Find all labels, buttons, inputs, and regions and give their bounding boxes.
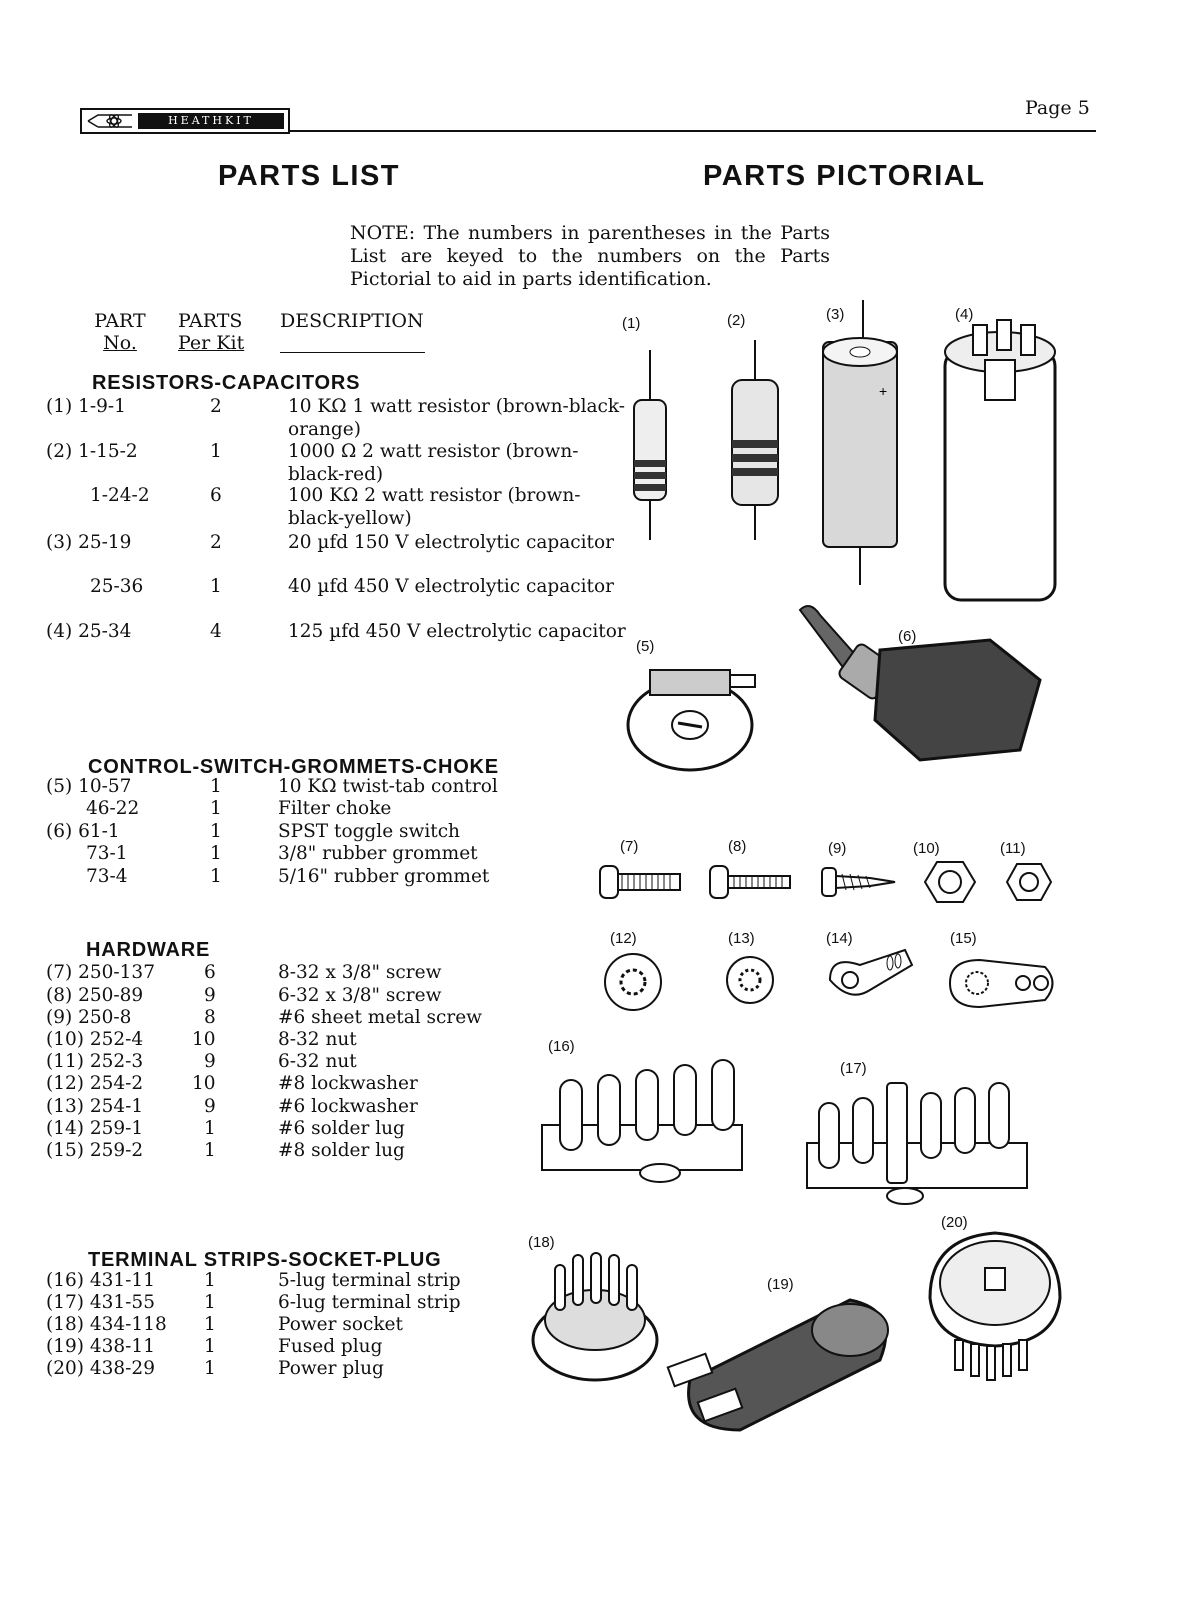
description: 5/16" rubber grommet [278, 866, 490, 887]
quantity: 1 [210, 776, 222, 797]
pictorial-label: (20) [941, 1214, 968, 1231]
part-number: (1) 1-9-1 [46, 396, 126, 417]
part-number: (9) 250-8 [46, 1007, 132, 1028]
resistor-2w-icon [720, 340, 790, 550]
section-title: CONTROL-SWITCH-GROMMETS-CHOKE [88, 756, 499, 778]
part-number: (15) 259-2 [46, 1140, 144, 1161]
description: 6-lug terminal strip [278, 1292, 461, 1313]
quantity: 9 [204, 1051, 216, 1072]
column-description [280, 310, 425, 353]
parts-pictorial-title: PARTS PICTORIAL [703, 160, 986, 192]
solder-lug-8-icon [945, 955, 1065, 1010]
lockwasher-8-icon [603, 952, 663, 1012]
part-number: (18) 434-118 [46, 1314, 167, 1335]
part-number: (12) 254-2 [46, 1073, 144, 1094]
parts-list-title: PARTS LIST [218, 160, 401, 192]
quantity: 1 [210, 866, 222, 887]
pictorial-label: (7) [620, 838, 639, 855]
description: 8-32 nut [278, 1029, 357, 1050]
part-number: (11) 252-3 [46, 1051, 144, 1072]
part-number: (14) 259-1 [46, 1118, 144, 1139]
quantity: 1 [204, 1336, 216, 1357]
sheet-metal-screw-icon [820, 862, 900, 902]
screw-6-32-icon [708, 862, 798, 902]
part-number: (8) 250-89 [46, 985, 144, 1006]
column-description-label: DESCRIPTION [280, 310, 424, 332]
terminal-strip-6-lug-icon [805, 1078, 1035, 1208]
part-number: (2) 1-15-2 [46, 441, 138, 462]
quantity: 6 [210, 485, 222, 506]
description: 10 KΩ 1 watt resistor (brown-black-orange) [288, 396, 626, 440]
description: #8 solder lug [278, 1140, 405, 1161]
quantity: 10 [192, 1029, 216, 1050]
capacitor-20ufd-icon [815, 300, 905, 590]
quantity: 1 [204, 1118, 216, 1139]
quantity: 8 [204, 1007, 216, 1028]
pictorial-label: (8) [728, 838, 747, 855]
description: Fused plug [278, 1336, 383, 1357]
quantity: 1 [204, 1140, 216, 1161]
description: #8 lockwasher [278, 1073, 418, 1094]
quantity: 1 [210, 441, 222, 462]
part-number: 1-24-2 [90, 485, 150, 506]
description: 20 µfd 150 V electrolytic capacitor [288, 532, 614, 553]
description: 10 KΩ twist-tab control [278, 776, 498, 797]
capacitor-125ufd-icon [935, 320, 1065, 610]
part-number: (10) 252-4 [46, 1029, 144, 1050]
part-number: (13) 254-1 [46, 1096, 144, 1117]
description: 8-32 x 3/8" screw [278, 962, 442, 983]
quantity: 9 [204, 985, 216, 1006]
pictorial-label: (4) [955, 306, 974, 323]
pictorial-label: (6) [898, 628, 917, 645]
description: #6 sheet metal screw [278, 1007, 483, 1028]
pictorial-label: (19) [767, 1276, 794, 1293]
description: 6-32 nut [278, 1051, 357, 1072]
section-title: TERMINAL STRIPS-SOCKET-PLUG [88, 1249, 442, 1271]
quantity: 1 [204, 1314, 216, 1335]
part-number: (20) 438-29 [46, 1358, 155, 1379]
page-number: Page 5 [1025, 97, 1090, 119]
logo-text: HEATHKIT [138, 113, 284, 129]
part-number: 73-4 [86, 866, 128, 887]
twist-tab-control-icon [610, 645, 770, 775]
resistor-1w-icon [620, 350, 680, 550]
nut-8-32-icon [925, 860, 975, 904]
nut-6-32-icon [1007, 862, 1051, 902]
description: Power socket [278, 1314, 403, 1335]
description: 3/8" rubber grommet [278, 843, 478, 864]
pictorial-label: (1) [622, 315, 641, 332]
part-number: 73-1 [86, 843, 128, 864]
part-number: (19) 438-11 [46, 1336, 155, 1357]
description: #6 lockwasher [278, 1096, 418, 1117]
description: 40 µfd 450 V electrolytic capacitor [288, 576, 614, 597]
part-number: (17) 431-55 [46, 1292, 155, 1313]
part-number: (4) 25-34 [46, 621, 132, 642]
column-part-no [92, 310, 148, 354]
pictorial-label: (10) [913, 840, 940, 857]
description: 125 µfd 450 V electrolytic capacitor [288, 621, 626, 642]
quantity: 2 [210, 532, 222, 553]
pictorial-label: (2) [727, 312, 746, 329]
pictorial-label: (9) [828, 840, 847, 857]
column-parts-line1: PARTS [178, 310, 243, 332]
heathkit-logo [80, 108, 290, 134]
column-parts-per-kit [178, 310, 244, 354]
pictorial-label: (18) [528, 1234, 555, 1251]
description: #6 solder lug [278, 1118, 405, 1139]
heathkit-emblem-icon [86, 112, 134, 130]
part-number: 25-36 [90, 576, 144, 597]
pictorial-label: (12) [610, 930, 637, 947]
part-number: (3) 25-19 [46, 532, 132, 553]
header-rule [290, 130, 1096, 132]
quantity: 9 [204, 1096, 216, 1117]
description: 100 KΩ 2 watt resistor (brown-black-yellow) [288, 485, 581, 529]
part-number: (5) 10-57 [46, 776, 132, 797]
screw-8-32-icon [598, 862, 688, 902]
pictorial-label: (15) [950, 930, 977, 947]
description: SPST toggle switch [278, 821, 460, 842]
column-part-no-line2: No. [103, 332, 137, 354]
pictorial-label: (17) [840, 1060, 867, 1077]
description: 5-lug terminal strip [278, 1270, 461, 1291]
part-number: (6) 61-1 [46, 821, 120, 842]
description: Power plug [278, 1358, 384, 1379]
quantity: 10 [192, 1073, 216, 1094]
fused-plug-icon [670, 1290, 910, 1440]
description: Filter choke [278, 798, 392, 819]
note-text: NOTE: The numbers in parentheses in the Parts List are keyed to the numbers on the Parts Pictorial to aid in parts identification. [350, 222, 830, 290]
section-title: HARDWARE [86, 939, 211, 961]
description: 6-32 x 3/8" screw [278, 985, 442, 1006]
lockwasher-6-icon [725, 955, 775, 1005]
quantity: 1 [204, 1270, 216, 1291]
column-description-rule [280, 332, 425, 353]
pictorial-label: (3) [826, 306, 845, 323]
part-number: 46-22 [86, 798, 140, 819]
pictorial-label: (5) [636, 638, 655, 655]
svg-text:+: + [879, 383, 888, 399]
quantity: 1 [210, 843, 222, 864]
toggle-switch-icon [790, 600, 1050, 780]
pictorial-label: (16) [548, 1038, 575, 1055]
column-parts-line2: Per Kit [178, 332, 245, 354]
pictorial-label: (14) [826, 930, 853, 947]
solder-lug-6-icon [820, 945, 920, 1005]
terminal-strip-5-lug-icon [540, 1055, 760, 1185]
section-title: RESISTORS-CAPACITORS [92, 372, 361, 394]
quantity: 1 [204, 1292, 216, 1313]
power-socket-icon [525, 1245, 665, 1385]
pictorial-label: (13) [728, 930, 755, 947]
quantity: 2 [210, 396, 222, 417]
column-part-no-line1: PART [94, 310, 146, 332]
power-plug-icon [925, 1228, 1065, 1388]
quantity: 1 [210, 798, 222, 819]
pictorial-label: (11) [1000, 840, 1026, 857]
quantity: 6 [204, 962, 216, 983]
quantity: 1 [210, 821, 222, 842]
quantity: 1 [210, 576, 222, 597]
quantity: 1 [204, 1358, 216, 1379]
part-number: (16) 431-11 [46, 1270, 155, 1291]
part-number: (7) 250-137 [46, 962, 155, 983]
description: 1000 Ω 2 watt resistor (brown-black-red) [288, 441, 579, 485]
quantity: 4 [210, 621, 222, 642]
